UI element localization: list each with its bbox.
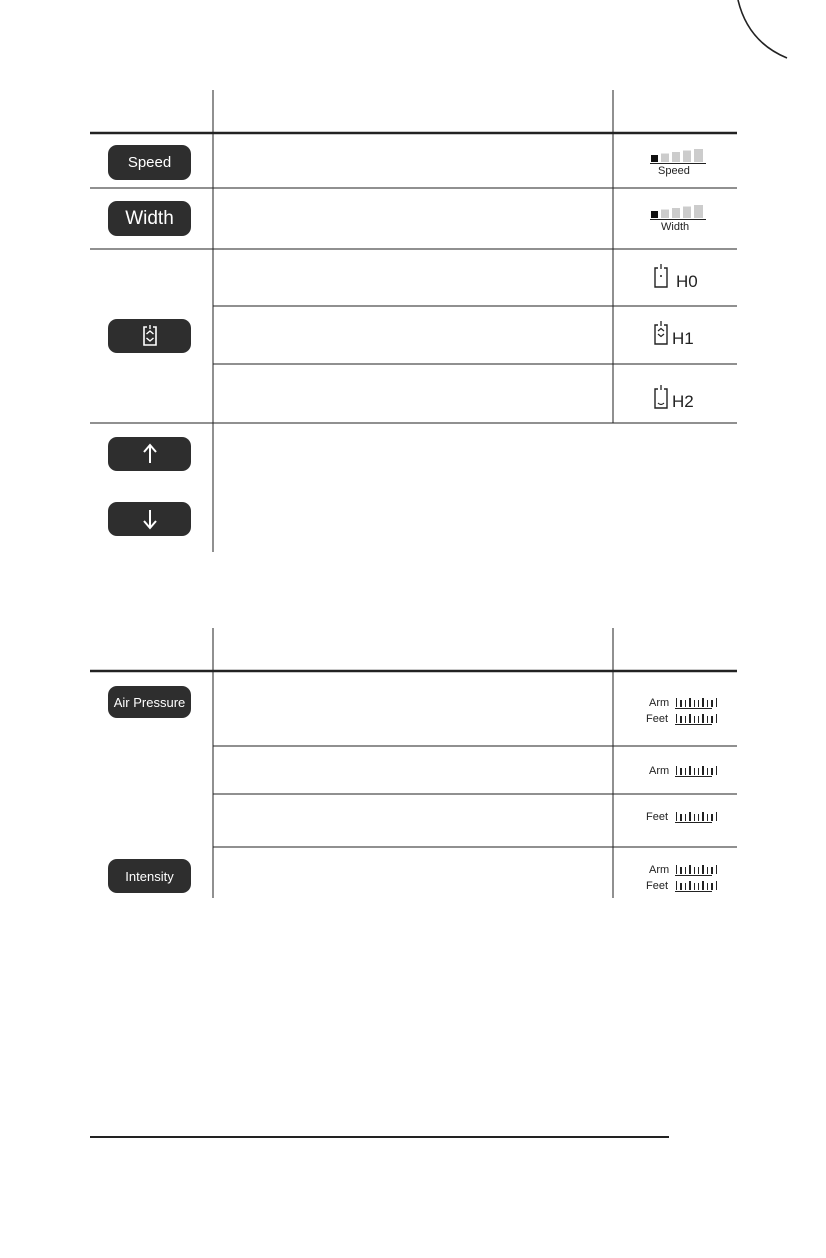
row4-feet-baseline	[675, 891, 712, 892]
pressure-tick	[680, 814, 681, 821]
pressure-tick	[689, 865, 690, 874]
pressure-tick	[707, 883, 708, 890]
air-pressure-button-label: Air Pressure	[113, 694, 186, 710]
pressure-tick	[707, 814, 708, 821]
row3-feet-ticks	[676, 811, 717, 821]
pressure-tick	[716, 881, 717, 890]
intensity-button[interactable]	[108, 859, 191, 893]
pressure-tick	[694, 768, 695, 775]
pressure-tick	[702, 865, 703, 874]
row1-arm-label: Arm	[649, 697, 670, 709]
pressure-tick	[716, 812, 717, 821]
arrow-up-icon	[142, 443, 158, 465]
pressure-tick	[685, 883, 686, 890]
row4-feet-ticks	[676, 880, 717, 890]
row3-feet-label: Feet	[646, 811, 669, 823]
pressure-tick	[702, 698, 703, 707]
pressure-tick	[676, 812, 677, 821]
pressure-tick	[680, 768, 681, 775]
h2-icon	[652, 384, 670, 410]
pressure-tick	[711, 768, 712, 775]
pressure-tick	[702, 714, 703, 723]
pressure-tick	[702, 812, 703, 821]
row1-feet-ticks	[676, 713, 717, 723]
speed-button[interactable]	[108, 145, 191, 180]
air-pressure-button[interactable]	[108, 686, 191, 718]
down-button[interactable]	[108, 502, 191, 536]
width-button[interactable]	[108, 201, 191, 236]
pressure-tick	[689, 766, 690, 775]
pressure-tick	[698, 716, 699, 723]
pressure-tick	[694, 700, 695, 707]
pressure-tick	[711, 716, 712, 723]
pressure-tick	[694, 814, 695, 821]
intensity-button-label: Intensity	[125, 868, 174, 884]
pressure-tick	[711, 883, 712, 890]
speed-level-display	[650, 148, 706, 164]
pressure-tick	[689, 698, 690, 707]
height-adjust-icon	[140, 324, 160, 348]
row4-feet-label: Feet	[646, 880, 669, 892]
pressure-tick	[685, 700, 686, 707]
pressure-tick	[716, 766, 717, 775]
pressure-tick	[698, 768, 699, 775]
pressure-tick	[694, 716, 695, 723]
pressure-tick	[698, 883, 699, 890]
pressure-tick	[716, 698, 717, 707]
h0-label: H0	[676, 272, 698, 291]
height-adjust-button[interactable]	[108, 319, 191, 353]
width-button-label: Width	[125, 207, 174, 229]
pressure-tick	[685, 867, 686, 874]
row1-feet-baseline	[675, 724, 712, 725]
pressure-tick	[694, 867, 695, 874]
up-button[interactable]	[108, 437, 191, 471]
pressure-tick	[689, 881, 690, 890]
pressure-tick	[689, 714, 690, 723]
pressure-tick	[707, 867, 708, 874]
pressure-tick	[694, 883, 695, 890]
arrow-down-icon	[142, 508, 158, 530]
row1-arm-baseline	[675, 708, 712, 709]
width-display-label: Width	[661, 221, 690, 233]
row2-arm-label: Arm	[649, 765, 670, 777]
h0-icon	[652, 263, 670, 289]
pressure-tick	[702, 881, 703, 890]
row2-arm-baseline	[675, 776, 712, 777]
pressure-tick	[711, 867, 712, 874]
pressure-tick	[689, 812, 690, 821]
pressure-tick	[680, 716, 681, 723]
pressure-tick	[698, 867, 699, 874]
row4-arm-ticks	[676, 864, 717, 874]
pressure-tick	[685, 768, 686, 775]
pressure-tick	[680, 700, 681, 707]
pressure-tick	[676, 865, 677, 874]
pressure-tick	[676, 698, 677, 707]
pressure-tick	[707, 700, 708, 707]
row2-arm-ticks	[676, 765, 717, 775]
h1-label: H1	[672, 329, 694, 348]
pressure-tick	[698, 700, 699, 707]
pressure-tick	[676, 766, 677, 775]
pressure-tick	[711, 700, 712, 707]
speed-display-label: Speed	[658, 165, 690, 177]
pressure-tick	[680, 883, 681, 890]
speed-button-label: Speed	[127, 154, 172, 171]
row4-arm-baseline	[675, 875, 712, 876]
row3-feet-baseline	[675, 822, 712, 823]
pressure-tick	[707, 768, 708, 775]
pressure-tick	[716, 865, 717, 874]
pressure-tick	[676, 714, 677, 723]
h1-icon	[652, 320, 670, 346]
pressure-tick	[707, 716, 708, 723]
pressure-tick	[716, 714, 717, 723]
row4-arm-label: Arm	[649, 864, 670, 876]
pressure-tick	[685, 814, 686, 821]
width-level-display	[650, 204, 706, 220]
row1-feet-label: Feet	[646, 713, 669, 725]
pressure-tick	[711, 814, 712, 821]
pressure-tick	[680, 867, 681, 874]
row1-arm-ticks	[676, 697, 717, 707]
pressure-tick	[676, 881, 677, 890]
h2-label: H2	[672, 392, 694, 411]
pressure-tick	[685, 716, 686, 723]
pressure-tick	[698, 814, 699, 821]
pressure-tick	[702, 766, 703, 775]
